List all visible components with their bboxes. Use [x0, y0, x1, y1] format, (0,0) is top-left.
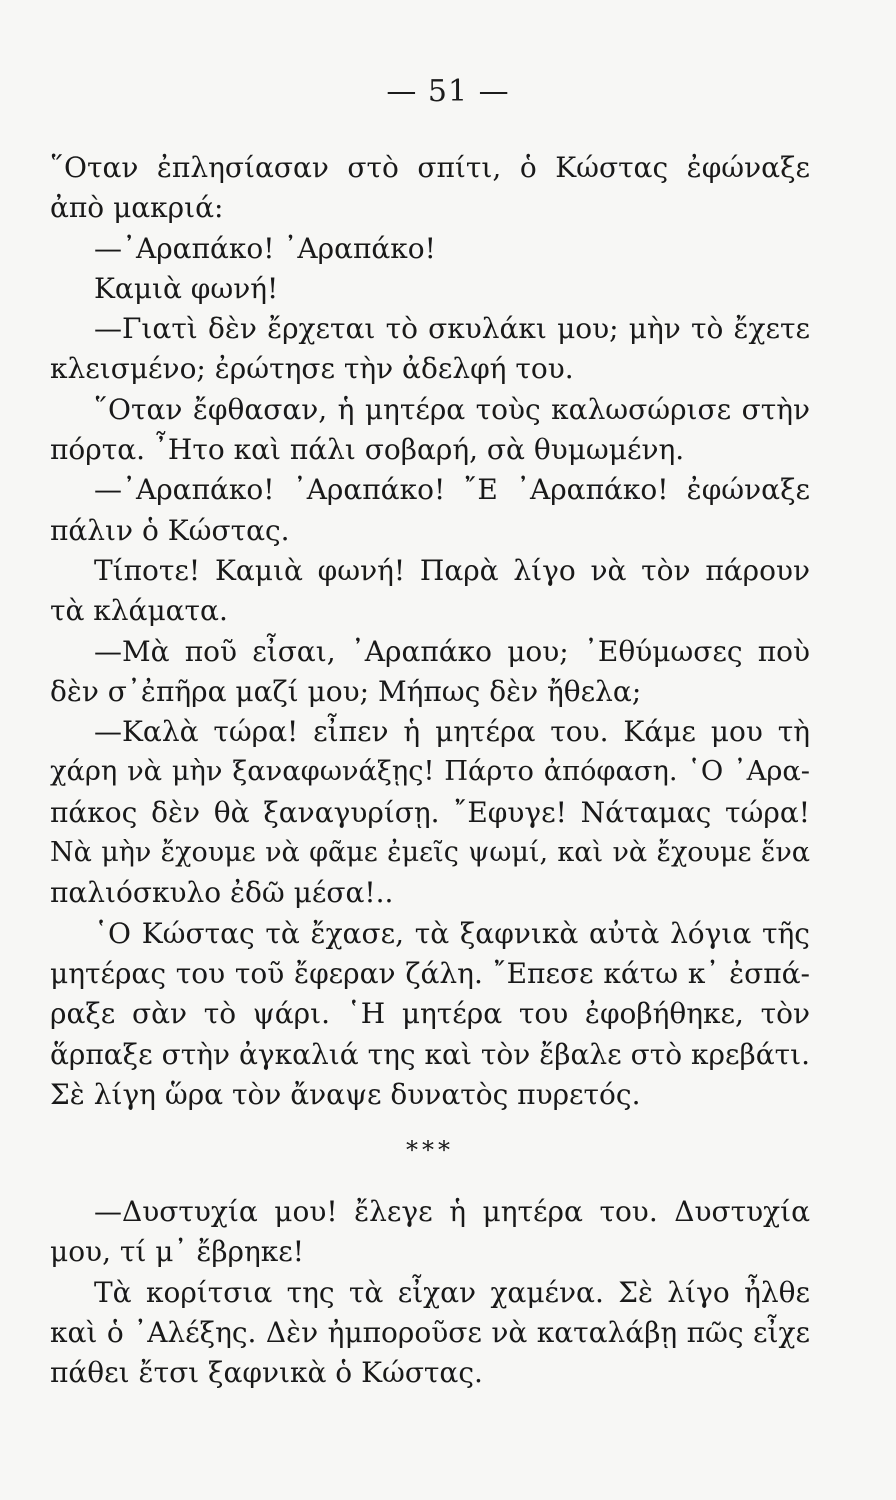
- text-line: Σὲ λίγη ὥρα τὸν ἄναψε δυνατὸς πυρετός.: [50, 1077, 641, 1111]
- text-line: Νὰ μὴν ἔχουμε νὰ φᾶμε ἐμεῖς ψωμί, καὶ νὰ ἔχουμε ἕνα: [50, 837, 810, 869]
- text-line: ἀπὸ μακριά:: [50, 191, 224, 225]
- text-line: ῞Οταν ἔφθασαν, ἡ μητέρα τοὺς καλωσώρισε στὴν: [94, 392, 810, 426]
- section-gap: [50, 1167, 810, 1192]
- text-line: παλιόσκυλο ἐδῶ μέσα!..: [50, 876, 394, 910]
- text-line: Καμιὰ φωνή!: [94, 271, 279, 305]
- text-line: μητέρας του τοῦ ἔφεραν ζάλη. ῎Επεσε κάτω κ᾽ ἐσπά-: [50, 956, 810, 990]
- text-line: καὶ ὁ ᾽Αλέξης. Δὲν ἠμποροῦσε νὰ καταλάβῃ πῶς εἶχε: [50, 1316, 810, 1350]
- text-line: —᾽Αραπάκο! ᾽Αραπάκο!: [94, 231, 436, 265]
- text-line: πάκος δὲν θὰ ξαναγυρίσῃ. ῎Εφυγε! Νάταμας τώρα!: [50, 795, 810, 829]
- section-separator: ***: [406, 1136, 454, 1165]
- text-line: —Καλὰ τώρα! εἶπεν ἡ μητέρα του. Κάμε μου τὴ: [94, 715, 810, 749]
- text-line: Τὰ κορίτσια της τὰ εἶχαν χαμένα. Σὲ λίγο ἦλθε: [94, 1275, 810, 1309]
- text-line: —Μὰ ποῦ εἶσαι, ᾽Αραπάκο μου; ᾽Εθύμωσες ποὺ: [94, 634, 810, 668]
- text-line: ῞Οταν ἐπλησίασαν στὸ σπίτι, ὁ Κώστας ἐφώναξε: [50, 151, 810, 184]
- page-number: — 51 —: [386, 74, 510, 109]
- text-line: ραξε σὰν τὸ ψάρι. ῾Η μητέρα του ἐφοβήθηκε, τὸν: [50, 997, 810, 1031]
- body-text: [50, 148, 810, 1394]
- text-line: πάλιν ὁ Κώστας.: [50, 513, 290, 547]
- text-line: κλεισμένο; ἐρώτησε τὴν ἀδελφή του.: [50, 352, 574, 386]
- text-line: —᾽Αραπάκο! ᾽Αραπάκο! ῎Ε ᾽Αραπάκο! ἐφώναξε: [94, 473, 810, 507]
- text-line: —Δυστυχία μου! ἔλεγε ἡ μητέρα του. Δυστυχία: [94, 1195, 810, 1229]
- text-line: πάθει ἔτσι ξαφνικὰ ὁ Κώστας.: [50, 1356, 483, 1390]
- text-line: ἅρπαξε στὴν ἀγκαλιά της καὶ τὸν ἔβαλε στὸ κρεβάτι.: [50, 1037, 810, 1071]
- text-line: Τίποτε! Καμιὰ φωνή! Παρὰ λίγο νὰ τὸν πάρουν: [94, 553, 810, 587]
- text-line: ῾Ο Κώστας τὰ ἔχασε, τὰ ξαφνικὰ αὐτὰ λόγια τῆς: [94, 916, 810, 950]
- text-line: πόρτα. ῏Ητο καὶ πάλι σοβαρή, σὰ θυμωμένη.: [50, 433, 685, 467]
- text-line: δὲν σ᾽ἐπῆρα μαζί μου; Μήπως δὲν ἤθελα;: [50, 674, 642, 708]
- text-line: χάρη νὰ μὴν ξαναφωνάξῃς! Πάρτο ἀπόφαση. ῾Ο ᾽Αρα-: [50, 756, 810, 788]
- text-line: —Γιατὶ δὲν ἔρχεται τὸ σκυλάκι μου; μὴν τὸ ἔχετε: [94, 312, 810, 346]
- text-line: μου, τί μ᾽ ἔβρηκε!: [50, 1235, 305, 1269]
- text-line: τὰ κλάματα.: [50, 594, 228, 628]
